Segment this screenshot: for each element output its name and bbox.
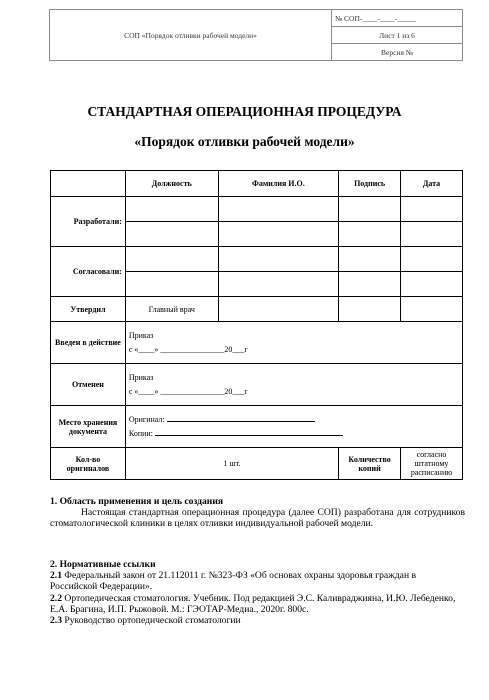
copies-qty-value: согласно штатному расписанию	[401, 448, 463, 480]
reference-number: 2.1	[50, 570, 62, 582]
cell	[339, 247, 401, 272]
cell	[401, 297, 463, 322]
row-approved-label: Утвердил	[51, 297, 126, 322]
copies-qty-label: Количество копий	[339, 448, 401, 480]
document-header	[49, 9, 463, 61]
introduced-order-cell	[125, 322, 462, 364]
reference-number: 2.2	[50, 592, 62, 604]
storage-cell	[125, 406, 462, 448]
reference-text: Федеральный закон от 21.112011 г. №323-ФЗ «Об основах охраны здоровья граждан в Российской Федерации».	[50, 570, 417, 593]
copies-line	[155, 427, 343, 436]
reference-text: Ортопедическая стоматология. Учебник. Под редакцией Э.С. Каливраджияна, И.Ю. Лебеденко, Е.А. Брагина, И.П. Рыжовой. М.: ГЭОТАР-Медиа., 2020г. 800с.	[50, 592, 456, 615]
cell	[218, 297, 339, 322]
cancelled-order-cell	[125, 364, 462, 406]
cell	[125, 247, 218, 272]
col-name: Фамилия И.О.	[218, 171, 339, 197]
cancelled-order-date: с «____» ________________20___г	[128, 386, 248, 396]
reference-text: Руководство ортопедической стоматологии	[62, 615, 241, 627]
cell	[125, 272, 218, 297]
row-cancelled-label: Отменен	[51, 364, 126, 406]
reference-number: 2.3	[50, 615, 62, 627]
section-2-title: 2. Нормативные ссылки	[50, 559, 156, 570]
col-position: Должность	[125, 171, 218, 197]
cell	[339, 222, 401, 247]
reference-item	[50, 570, 465, 592]
cell	[401, 197, 463, 222]
header-version: Версия №	[332, 44, 463, 61]
cell	[339, 297, 401, 322]
header-title: СОП «Порядок отливки рабочей модели»	[50, 10, 332, 61]
document-title: СТАНДАРТНАЯ ОПЕРАЦИОННАЯ ПРОЦЕДУРА	[87, 104, 402, 119]
introduced-order-label: Приказ	[128, 330, 154, 340]
cell	[401, 222, 463, 247]
cell	[339, 197, 401, 222]
row-introduced-label: Введен в действие	[51, 322, 126, 364]
introduced-order-date: с «____» ________________20___г	[128, 344, 248, 354]
reference-item	[50, 615, 465, 626]
cell	[218, 197, 339, 222]
document-subtitle: «Порядок отливки рабочей модели»	[134, 134, 355, 149]
storage-copies-label: Копии:	[128, 428, 155, 438]
col-date: Дата	[401, 171, 463, 197]
cell	[218, 222, 339, 247]
cell	[401, 272, 463, 297]
row-developed-label: Разработали:	[51, 197, 126, 247]
table-corner-cell	[51, 171, 126, 197]
cell	[339, 272, 401, 297]
header-number: № СОП-____-____-_____	[332, 10, 463, 27]
storage-original-label: Оригинал:	[128, 414, 167, 424]
originals-count-label: Кол-во оригиналов	[51, 448, 126, 480]
cancelled-order-label: Приказ	[128, 372, 154, 382]
reference-item	[50, 593, 465, 615]
col-signature: Подпись	[339, 171, 401, 197]
original-line	[167, 413, 315, 422]
cell	[218, 272, 339, 297]
approved-position: Главный врач	[125, 297, 218, 322]
row-agreed-label: Согласовали:	[51, 247, 126, 297]
section-1-title: 1. Область применения и цель создания	[50, 496, 224, 507]
section-1-body: Настоящая стандартная операционная процедура (далее СОП) разработана для сотрудников стоматологической клиники в целях отливки индивидуальной рабочей модели.	[50, 507, 465, 530]
section-scope	[50, 496, 465, 530]
cell	[218, 247, 339, 272]
originals-count-value: 1 шт.	[125, 448, 338, 480]
approval-table	[50, 170, 463, 480]
cell	[401, 247, 463, 272]
cell	[125, 222, 218, 247]
cell	[125, 197, 218, 222]
row-storage-label: Место хранения документа	[51, 406, 126, 448]
header-sheet: Лист 1 из 6	[332, 27, 463, 44]
section-references	[50, 559, 465, 626]
